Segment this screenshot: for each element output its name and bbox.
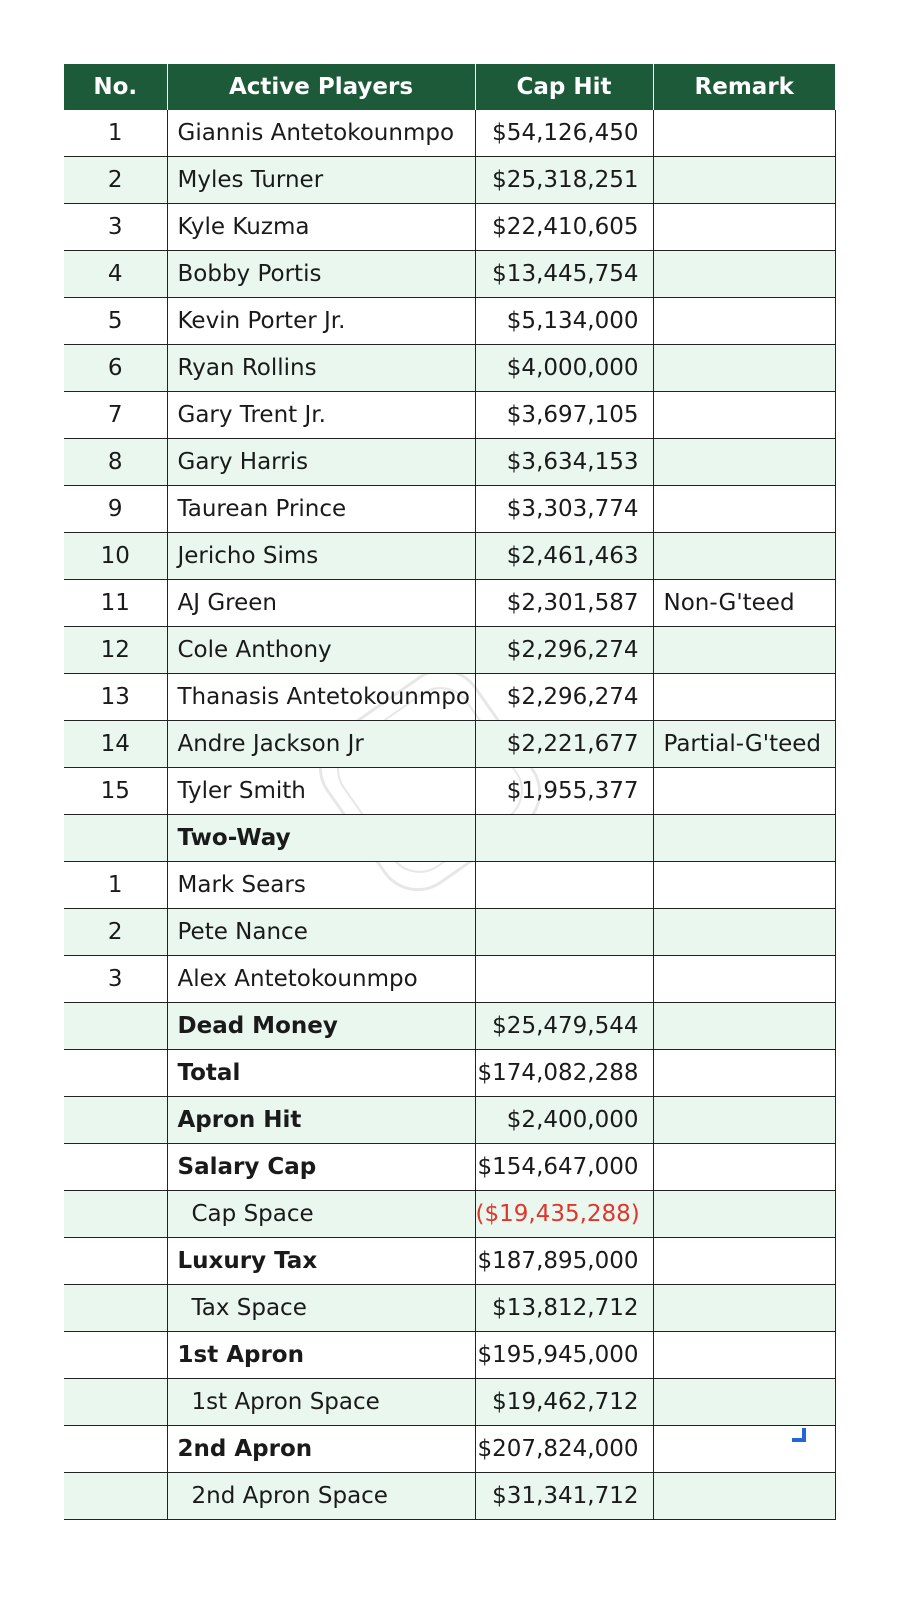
- cell-remark[interactable]: [653, 251, 835, 298]
- cell-no[interactable]: 3: [64, 204, 167, 251]
- table-row: [64, 1191, 835, 1238]
- cell-remark[interactable]: [653, 157, 835, 204]
- cell-cap-hit[interactable]: $2,400,000: [475, 1097, 653, 1144]
- cell-no[interactable]: [64, 1379, 167, 1426]
- cell-cap-hit[interactable]: [475, 909, 653, 956]
- table-row: [64, 1426, 835, 1473]
- cell-player[interactable]: Myles Turner: [167, 157, 475, 204]
- cell-cap-hit[interactable]: $2,221,677: [475, 721, 653, 768]
- cell-remark[interactable]: [653, 1238, 835, 1285]
- cell-cap-hit[interactable]: $187,895,000: [475, 1238, 653, 1285]
- cell-player[interactable]: Jericho Sims: [167, 533, 475, 580]
- cell-cap-hit[interactable]: ($19,435,288): [475, 1191, 653, 1238]
- cell-remark[interactable]: [653, 392, 835, 439]
- cell-remark[interactable]: [653, 768, 835, 815]
- cell-remark[interactable]: [653, 909, 835, 956]
- table-row: [64, 533, 835, 580]
- cell-no[interactable]: [64, 1003, 167, 1050]
- table-row: [64, 862, 835, 909]
- cell-no[interactable]: [64, 1426, 167, 1473]
- salary-table: [64, 64, 836, 1520]
- cell-no[interactable]: [64, 1097, 167, 1144]
- cell-cap-hit[interactable]: $19,462,712: [475, 1379, 653, 1426]
- cell-remark[interactable]: [653, 1426, 835, 1473]
- cell-remark[interactable]: [653, 204, 835, 251]
- cell-cap-hit[interactable]: $2,301,587: [475, 580, 653, 627]
- cell-player[interactable]: Kevin Porter Jr.: [167, 298, 475, 345]
- cell-no[interactable]: [64, 1285, 167, 1332]
- cell-cap-hit[interactable]: $154,647,000: [475, 1144, 653, 1191]
- cell-cap-hit[interactable]: [475, 956, 653, 1003]
- cell-cap-hit[interactable]: [475, 862, 653, 909]
- cell-no[interactable]: [64, 1191, 167, 1238]
- cell-player[interactable]: Total: [167, 1050, 475, 1097]
- cell-cap-hit[interactable]: $25,318,251: [475, 157, 653, 204]
- cell-player[interactable]: Kyle Kuzma: [167, 204, 475, 251]
- cell-cap-hit[interactable]: $4,000,000: [475, 345, 653, 392]
- cell-player[interactable]: Apron Hit: [167, 1097, 475, 1144]
- cell-remark[interactable]: [653, 674, 835, 721]
- cell-no[interactable]: [64, 1238, 167, 1285]
- table-row: [64, 580, 835, 627]
- table-row: [64, 251, 835, 298]
- cell-no[interactable]: 15: [64, 768, 167, 815]
- cell-remark[interactable]: [653, 110, 835, 157]
- cell-cap-hit[interactable]: $3,697,105: [475, 392, 653, 439]
- cell-no[interactable]: 3: [64, 956, 167, 1003]
- cell-no[interactable]: 7: [64, 392, 167, 439]
- cell-cap-hit[interactable]: $25,479,544: [475, 1003, 653, 1050]
- cell-player[interactable]: Dead Money: [167, 1003, 475, 1050]
- cell-no[interactable]: 9: [64, 486, 167, 533]
- cell-no[interactable]: 11: [64, 580, 167, 627]
- cell-cap-hit[interactable]: $22,410,605: [475, 204, 653, 251]
- cell-player[interactable]: Gary Trent Jr.: [167, 392, 475, 439]
- header-remark[interactable]: Remark: [653, 64, 835, 110]
- table-row: [64, 1473, 835, 1520]
- table-row: [64, 721, 835, 768]
- cell-remark[interactable]: [653, 1473, 835, 1520]
- cell-player[interactable]: 1st Apron: [167, 1332, 475, 1379]
- cell-no[interactable]: [64, 1144, 167, 1191]
- cell-player[interactable]: Salary Cap: [167, 1144, 475, 1191]
- cell-no[interactable]: 2: [64, 157, 167, 204]
- table-row: [64, 157, 835, 204]
- cell-no[interactable]: [64, 1050, 167, 1097]
- cell-remark[interactable]: Non-G'teed: [653, 580, 835, 627]
- cell-remark[interactable]: [653, 1003, 835, 1050]
- table-row: [64, 298, 835, 345]
- cell-no[interactable]: 4: [64, 251, 167, 298]
- cell-remark[interactable]: [653, 298, 835, 345]
- cell-player[interactable]: Giannis Antetokounmpo: [167, 110, 475, 157]
- cell-remark[interactable]: [653, 956, 835, 1003]
- cell-remark[interactable]: [653, 1285, 835, 1332]
- header-active-players[interactable]: Active Players: [167, 64, 475, 110]
- header-cap-hit[interactable]: Cap Hit: [475, 64, 653, 110]
- cell-no[interactable]: [64, 815, 167, 862]
- cell-player[interactable]: Cole Anthony: [167, 627, 475, 674]
- table-row: [64, 956, 835, 1003]
- cell-player[interactable]: 2nd Apron Space: [167, 1473, 475, 1520]
- table-row: [64, 1332, 835, 1379]
- cell-remark[interactable]: [653, 439, 835, 486]
- table-row: [64, 1050, 835, 1097]
- header-no[interactable]: No.: [64, 64, 167, 110]
- cell-remark[interactable]: [653, 627, 835, 674]
- table-row: [64, 815, 835, 862]
- cell-no[interactable]: 6: [64, 345, 167, 392]
- cell-player[interactable]: Tyler Smith: [167, 768, 475, 815]
- cell-player[interactable]: AJ Green: [167, 580, 475, 627]
- cell-no[interactable]: 1: [64, 862, 167, 909]
- cell-no[interactable]: 2: [64, 909, 167, 956]
- cell-no[interactable]: 14: [64, 721, 167, 768]
- cell-cap-hit[interactable]: [475, 815, 653, 862]
- table-row: [64, 1003, 835, 1050]
- cell-player[interactable]: 1st Apron Space: [167, 1379, 475, 1426]
- cell-cap-hit[interactable]: $195,945,000: [475, 1332, 653, 1379]
- cell-player[interactable]: Taurean Prince: [167, 486, 475, 533]
- table-row: [64, 674, 835, 721]
- cell-player[interactable]: Cap Space: [167, 1191, 475, 1238]
- cell-player[interactable]: Bobby Portis: [167, 251, 475, 298]
- table-row: [64, 345, 835, 392]
- cell-no[interactable]: 10: [64, 533, 167, 580]
- table-row: [64, 1144, 835, 1191]
- header-row: [64, 64, 835, 110]
- cell-remark[interactable]: [653, 1332, 835, 1379]
- cell-player[interactable]: Tax Space: [167, 1285, 475, 1332]
- table-row: [64, 1238, 835, 1285]
- cell-remark[interactable]: [653, 1379, 835, 1426]
- cell-player[interactable]: Alex Antetokounmpo: [167, 956, 475, 1003]
- cell-cap-hit[interactable]: $207,824,000: [475, 1426, 653, 1473]
- cell-no[interactable]: [64, 1332, 167, 1379]
- table-row: [64, 1285, 835, 1332]
- spreadsheet: [64, 64, 835, 1520]
- cell-player[interactable]: Luxury Tax: [167, 1238, 475, 1285]
- cell-player[interactable]: 2nd Apron: [167, 1426, 475, 1473]
- cell-remark[interactable]: [653, 1191, 835, 1238]
- cell-no[interactable]: 12: [64, 627, 167, 674]
- cell-cap-hit[interactable]: $2,461,463: [475, 533, 653, 580]
- table-row: [64, 439, 835, 486]
- cell-player[interactable]: Thanasis Antetokounmpo: [167, 674, 475, 721]
- cell-remark[interactable]: [653, 1050, 835, 1097]
- cell-remark[interactable]: [653, 345, 835, 392]
- cell-player[interactable]: Pete Nance: [167, 909, 475, 956]
- cell-remark[interactable]: Partial-G'teed: [653, 721, 835, 768]
- table-row: [64, 486, 835, 533]
- cell-cap-hit[interactable]: $1,955,377: [475, 768, 653, 815]
- table-row: [64, 392, 835, 439]
- cell-player[interactable]: Ryan Rollins: [167, 345, 475, 392]
- cell-player[interactable]: Gary Harris: [167, 439, 475, 486]
- cell-no[interactable]: [64, 1473, 167, 1520]
- table-row: [64, 1097, 835, 1144]
- table-row: [64, 110, 835, 157]
- cell-cap-hit[interactable]: $174,082,288: [475, 1050, 653, 1097]
- table-row: [64, 1379, 835, 1426]
- cell-no[interactable]: 8: [64, 439, 167, 486]
- table-row: [64, 204, 835, 251]
- table-row: [64, 909, 835, 956]
- cell-cap-hit[interactable]: $3,634,153: [475, 439, 653, 486]
- cell-cap-hit[interactable]: $54,126,450: [475, 110, 653, 157]
- cell-cap-hit[interactable]: $2,296,274: [475, 627, 653, 674]
- table-row: [64, 627, 835, 674]
- cell-remark[interactable]: [653, 533, 835, 580]
- cell-cap-hit[interactable]: $31,341,712: [475, 1473, 653, 1520]
- cell-cap-hit[interactable]: $5,134,000: [475, 298, 653, 345]
- cell-no[interactable]: 1: [64, 110, 167, 157]
- cell-remark[interactable]: [653, 1144, 835, 1191]
- cell-cap-hit[interactable]: $2,296,274: [475, 674, 653, 721]
- cell-remark[interactable]: [653, 862, 835, 909]
- cell-no[interactable]: 13: [64, 674, 167, 721]
- cell-player[interactable]: Mark Sears: [167, 862, 475, 909]
- cell-remark[interactable]: [653, 486, 835, 533]
- cell-remark[interactable]: [653, 815, 835, 862]
- cell-no[interactable]: 5: [64, 298, 167, 345]
- cell-remark[interactable]: [653, 1097, 835, 1144]
- cell-cap-hit[interactable]: $13,812,712: [475, 1285, 653, 1332]
- table-row: [64, 768, 835, 815]
- cell-cap-hit[interactable]: $3,303,774: [475, 486, 653, 533]
- cell-cap-hit[interactable]: $13,445,754: [475, 251, 653, 298]
- cell-player[interactable]: Two-Way: [167, 815, 475, 862]
- cell-player[interactable]: Andre Jackson Jr: [167, 721, 475, 768]
- fill-handle-icon[interactable]: [790, 1426, 806, 1442]
